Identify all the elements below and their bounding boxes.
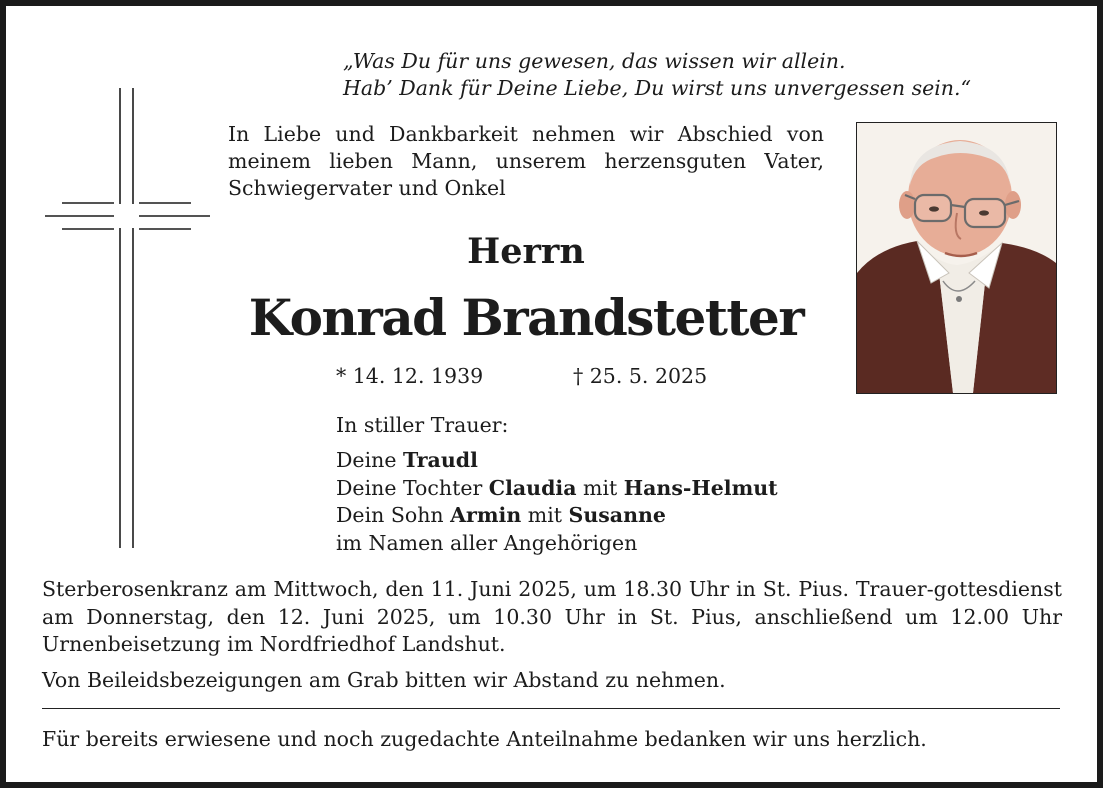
mourner-line: im Namen aller Angehörigen: [336, 530, 638, 555]
birth-date: * 14. 12. 1939: [336, 364, 484, 388]
divider: [42, 708, 1060, 709]
salutation: Herrn: [467, 231, 585, 272]
intro-text: In Liebe und Dankbarkeit nehmen wir Abschied von meinem lieben Mann, unserem herzensguten Vater, Schwiegervater und Onkel: [228, 122, 824, 200]
mourner-relation: Deine Tochter: [336, 475, 489, 500]
deceased-name: Konrad Brandstetter: [248, 288, 804, 347]
condolence-note: Von Beileidsbezeigungen am Grab bitten wir Abstand zu nehmen.: [42, 667, 726, 692]
portrait-image: [857, 123, 1056, 393]
thanks-note: Für bereits erwiesene und noch zugedachte Anteilnahme bedanken wir uns herzlich.: [42, 727, 927, 751]
cross-icon: [40, 88, 210, 558]
mourners-list: [336, 447, 778, 557]
mourner-connector: mit: [576, 475, 624, 500]
mourner-line: [336, 502, 778, 530]
portrait-photo: [856, 122, 1057, 394]
mourner-name: Traudl: [402, 448, 478, 472]
service-details: [42, 576, 1062, 694]
mourner-relation: Deine: [336, 448, 403, 472]
mourner-connector: mit: [521, 503, 569, 527]
memorial-quote: [343, 48, 971, 102]
quote-line-1: „Was Du für uns gewesen, das wissen wir allein.: [343, 49, 846, 73]
mourner-name: Susanne: [568, 503, 666, 527]
mourner-name: Hans-Helmut: [623, 475, 778, 500]
mourners-heading: In stiller Trauer:: [336, 413, 509, 437]
mourner-name: Armin: [450, 503, 522, 527]
mourner-line: [336, 447, 778, 475]
quote-line-2: Hab’ Dank für Deine Liebe, Du wirst uns unvergessen sein.“: [343, 76, 971, 100]
mourner-name: Claudia: [488, 475, 577, 500]
mourner-line: [336, 475, 778, 503]
service-info: Sterberosenkranz am Mittwoch, den 11. Juni 2025, um 18.30 Uhr in St. Pius. Trauer-gottesdienst am Donnerstag, den 12. Juni 2025, um 10.30 Uhr in St. Pius, anschließend um 12.00 Uhr Urnenbeisetzung im Nordfriedhof Landshut.: [42, 577, 1062, 656]
death-date: † 25. 5. 2025: [573, 364, 708, 388]
mourner-relation: Dein Sohn: [336, 503, 451, 527]
